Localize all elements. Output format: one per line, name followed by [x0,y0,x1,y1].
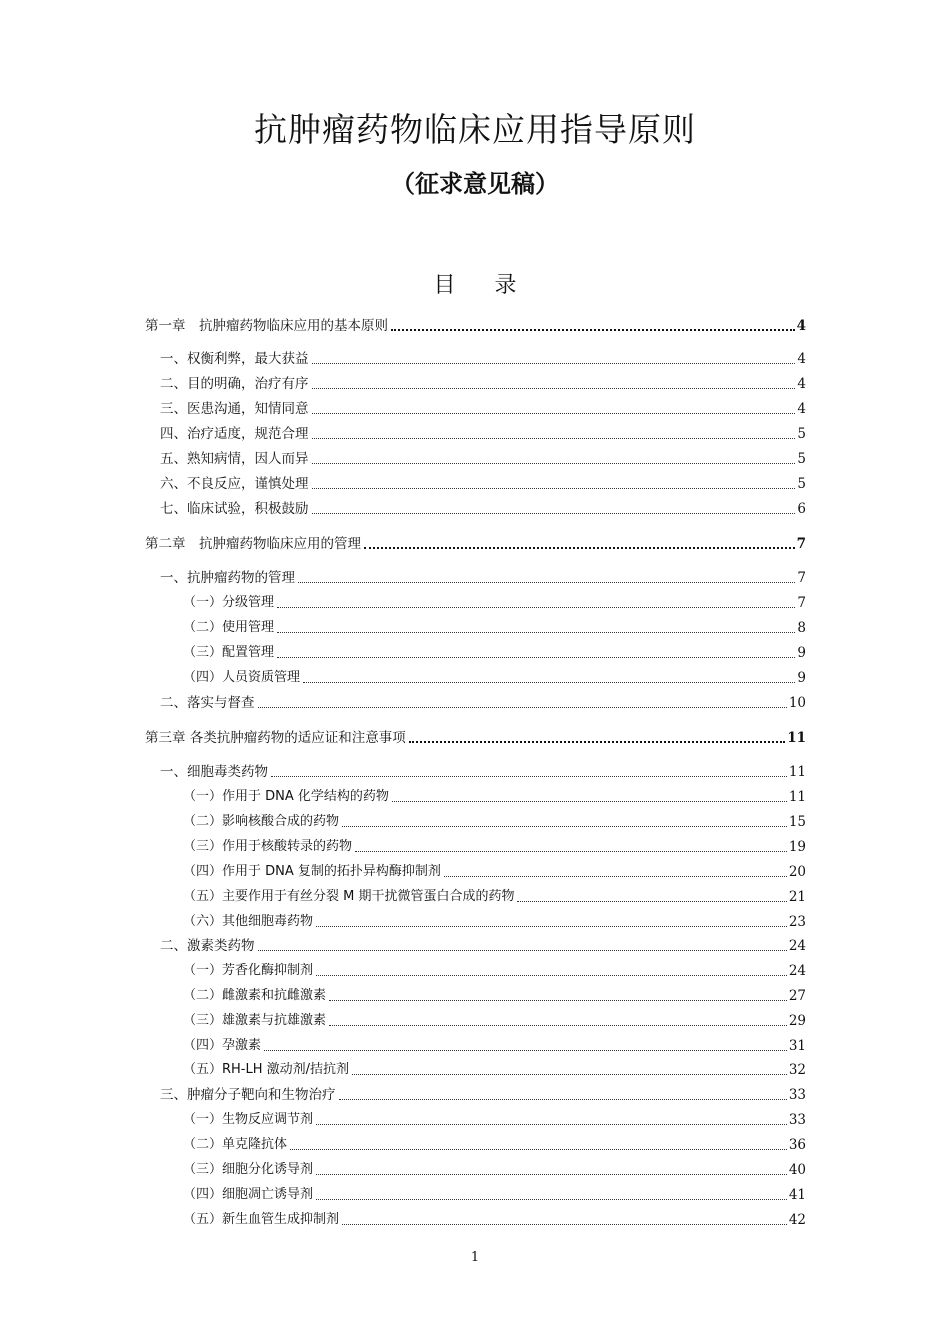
toc-entry[interactable] [183,1035,806,1055]
toc-leader-dots [312,437,796,439]
toc-leader-dots [517,900,786,902]
toc-entry[interactable] [160,373,806,393]
toc-entry-page: 8 [797,620,806,636]
toc-entry-label: （四）人员资质管理 [183,670,301,685]
toc-entry-page: 11 [788,764,806,780]
toc-entry[interactable] [160,1084,806,1104]
toc-entry-label: 三、医患沟通，知情同意 [160,401,309,417]
toc-leader-dots [352,1073,787,1075]
toc-entry[interactable] [183,886,806,906]
toc-entry[interactable] [160,398,806,418]
toc-entry-page: 32 [788,1062,806,1078]
toc-entry[interactable] [183,811,806,831]
toc-leader-dots [316,1198,787,1200]
toc-leader-dots [316,925,787,927]
toc-leader-dots [271,775,787,777]
toc-entry[interactable] [145,727,806,747]
toc-entry-page: 4 [797,351,806,367]
toc-entry-page: 4 [797,376,806,392]
toc-entry-page: 10 [788,695,806,711]
toc-entry-page: 9 [797,670,806,686]
toc-entry-page: 7 [797,570,806,586]
toc-entry-label: （一）分级管理 [183,595,275,610]
toc-leader-dots [277,656,795,658]
toc-entry-page: 33 [788,1087,806,1103]
toc-entry[interactable] [160,692,806,712]
toc-entry-label: （四）作用于 DNA 复制的拓扑异构酶抑制剂 [183,864,441,879]
toc-entry[interactable] [183,985,806,1005]
toc-entry-page: 36 [788,1137,806,1153]
toc-leader-dots [290,1148,787,1150]
toc-leader-dots [339,1098,787,1100]
toc-entry-page: 7 [797,595,806,611]
toc-leader-dots [312,412,796,414]
toc-leader-dots [355,850,787,852]
toc-entry[interactable] [183,1059,806,1079]
toc-entry-page: 7 [796,536,806,552]
toc-entry-page: 24 [788,938,806,954]
toc-entry[interactable] [183,960,806,980]
toc-entry-page: 15 [788,814,806,830]
toc-entry[interactable] [160,448,806,468]
toc-entry-page: 42 [788,1212,806,1228]
page-number: 1 [470,1250,480,1265]
toc-entry[interactable] [160,423,806,443]
toc-leader-dots [312,462,796,464]
toc-leader-dots [312,512,796,514]
toc-leader-dots [409,740,785,743]
toc-entry-page: 33 [788,1112,806,1128]
toc-entry[interactable] [160,567,806,587]
toc-entry-label: （二）使用管理 [183,620,275,635]
toc-leader-dots [258,949,787,951]
toc-entry-label: 五、熟知病情，因人而异 [160,451,309,467]
toc-entry-page: 5 [797,451,806,467]
toc-leader-dots [298,581,795,583]
toc-entry-page: 5 [797,476,806,492]
toc-entry-label: （一）生物反应调节剂 [183,1112,314,1127]
toc-entry-label: （二）影响核酸合成的药物 [183,814,340,829]
toc-entry-label: 第三章 各类抗肿瘤药物的适应证和注意事项 [145,730,406,746]
toc-leader-dots [312,487,796,489]
toc-entry[interactable] [183,1159,806,1179]
toc-entry-page: 40 [788,1162,806,1178]
document-title: 抗肿瘤药物临床应用指导原则 [254,110,696,149]
toc-entry-label: 二、落实与督查 [160,695,255,711]
toc-entry-label: （一）作用于 DNA 化学结构的药物 [183,789,389,804]
toc-entry-label: （三）配置管理 [183,645,275,660]
toc-entry[interactable] [183,1010,806,1030]
toc-entry[interactable] [160,498,806,518]
toc-entry[interactable] [183,617,806,637]
toc-entry-label: （四）孕激素 [183,1038,262,1053]
toc-leader-dots [303,681,795,683]
toc-leader-dots [329,999,787,1001]
toc-entry-label: 三、肿瘤分子靶向和生物治疗 [160,1087,336,1103]
toc-entry[interactable] [160,348,806,368]
toc-leader-dots [264,1049,787,1051]
toc-leader-dots [329,1024,787,1026]
toc-entry-page: 11 [788,789,806,805]
toc-entry-label: （三）雄激素与抗雄激素 [183,1013,327,1028]
toc-entry-page: 41 [788,1187,806,1203]
toc-entry[interactable] [183,861,806,881]
toc-entry[interactable] [160,935,806,955]
toc-entry-page: 5 [797,426,806,442]
toc-heading: 目 录 [433,273,533,298]
toc-leader-dots [444,875,787,877]
toc-entry-page: 23 [788,914,806,930]
toc-entry[interactable] [183,667,806,687]
toc-leader-dots [391,328,795,331]
toc-leader-dots [364,546,795,549]
toc-entry-label: （三）作用于核酸转录的药物 [183,839,353,854]
toc-leader-dots [316,974,787,976]
toc-entry-label: （二）雌激素和抗雌激素 [183,988,327,1003]
toc-entry-label: 第一章 抗肿瘤药物临床应用的基本原则 [145,318,388,334]
toc-entry-page: 27 [788,988,806,1004]
toc-entry-label: （四）细胞凋亡诱导剂 [183,1187,314,1202]
toc-entry[interactable] [183,911,806,931]
toc-leader-dots [277,631,795,633]
toc-entry-label: 六、不良反应，谨慎处理 [160,476,309,492]
toc-leader-dots [312,362,796,364]
toc-leader-dots [316,1123,787,1125]
toc-entry-label: 二、激素类药物 [160,938,255,954]
toc-entry[interactable] [160,761,806,781]
toc-entry-label: （五）新生血管生成抑制剂 [183,1212,340,1227]
toc-leader-dots [258,706,787,708]
toc-entry-page: 19 [788,839,806,855]
toc-entry-label: 四、治疗适度，规范合理 [160,426,309,442]
toc-entry-label: 一、抗肿瘤药物的管理 [160,570,295,586]
toc-entry-label: 第二章 抗肿瘤药物临床应用的管理 [145,536,361,552]
toc-entry-label: （六）其他细胞毒药物 [183,914,314,929]
toc-entry[interactable] [183,786,806,806]
toc-leader-dots [392,800,787,802]
toc-leader-dots [312,387,796,389]
toc-entry-label: 七、临床试验，积极鼓励 [160,501,309,517]
document-subtitle: （征求意见稿） [391,170,559,198]
toc-leader-dots [316,1173,787,1175]
toc-entry-page: 9 [797,645,806,661]
toc-entry[interactable] [183,1209,806,1229]
toc-entry-page: 24 [788,963,806,979]
toc-entry-label: （五）主要作用于有丝分裂 M 期干扰微管蛋白合成的药物 [183,889,515,904]
toc-leader-dots [277,606,795,608]
toc-entry-label: 一、细胞毒类药物 [160,764,268,780]
toc-leader-dots [342,1223,787,1225]
toc-entry-page: 4 [797,401,806,417]
toc-entry[interactable] [145,533,806,553]
toc-entry-page: 29 [788,1013,806,1029]
toc-entry[interactable] [183,836,806,856]
toc-leader-dots [342,825,787,827]
toc-entry-label: （二）单克隆抗体 [183,1137,288,1152]
toc-entry-page: 11 [787,730,806,746]
toc-entry-page: 31 [788,1038,806,1054]
toc-entry[interactable] [160,473,806,493]
toc-entry-page: 6 [797,501,806,517]
toc-entry-page: 21 [788,889,806,905]
toc-entry[interactable] [145,315,806,335]
toc-entry[interactable] [183,642,806,662]
toc-entry-label: （一）芳香化酶抑制剂 [183,963,314,978]
toc-entry[interactable] [183,1134,806,1154]
toc-entry-label: 一、权衡利弊，最大获益 [160,351,309,367]
toc-entry-label: （五）RH-LH 激动剂/拮抗剂 [183,1062,350,1077]
toc-entry[interactable] [183,1184,806,1204]
toc-entry[interactable] [183,1109,806,1129]
toc-entry-page: 4 [796,318,806,334]
toc-entry-label: 二、目的明确，治疗有序 [160,376,309,392]
toc-entry[interactable] [183,592,806,612]
toc-entry-label: （三）细胞分化诱导剂 [183,1162,314,1177]
toc-entry-page: 20 [788,864,806,880]
